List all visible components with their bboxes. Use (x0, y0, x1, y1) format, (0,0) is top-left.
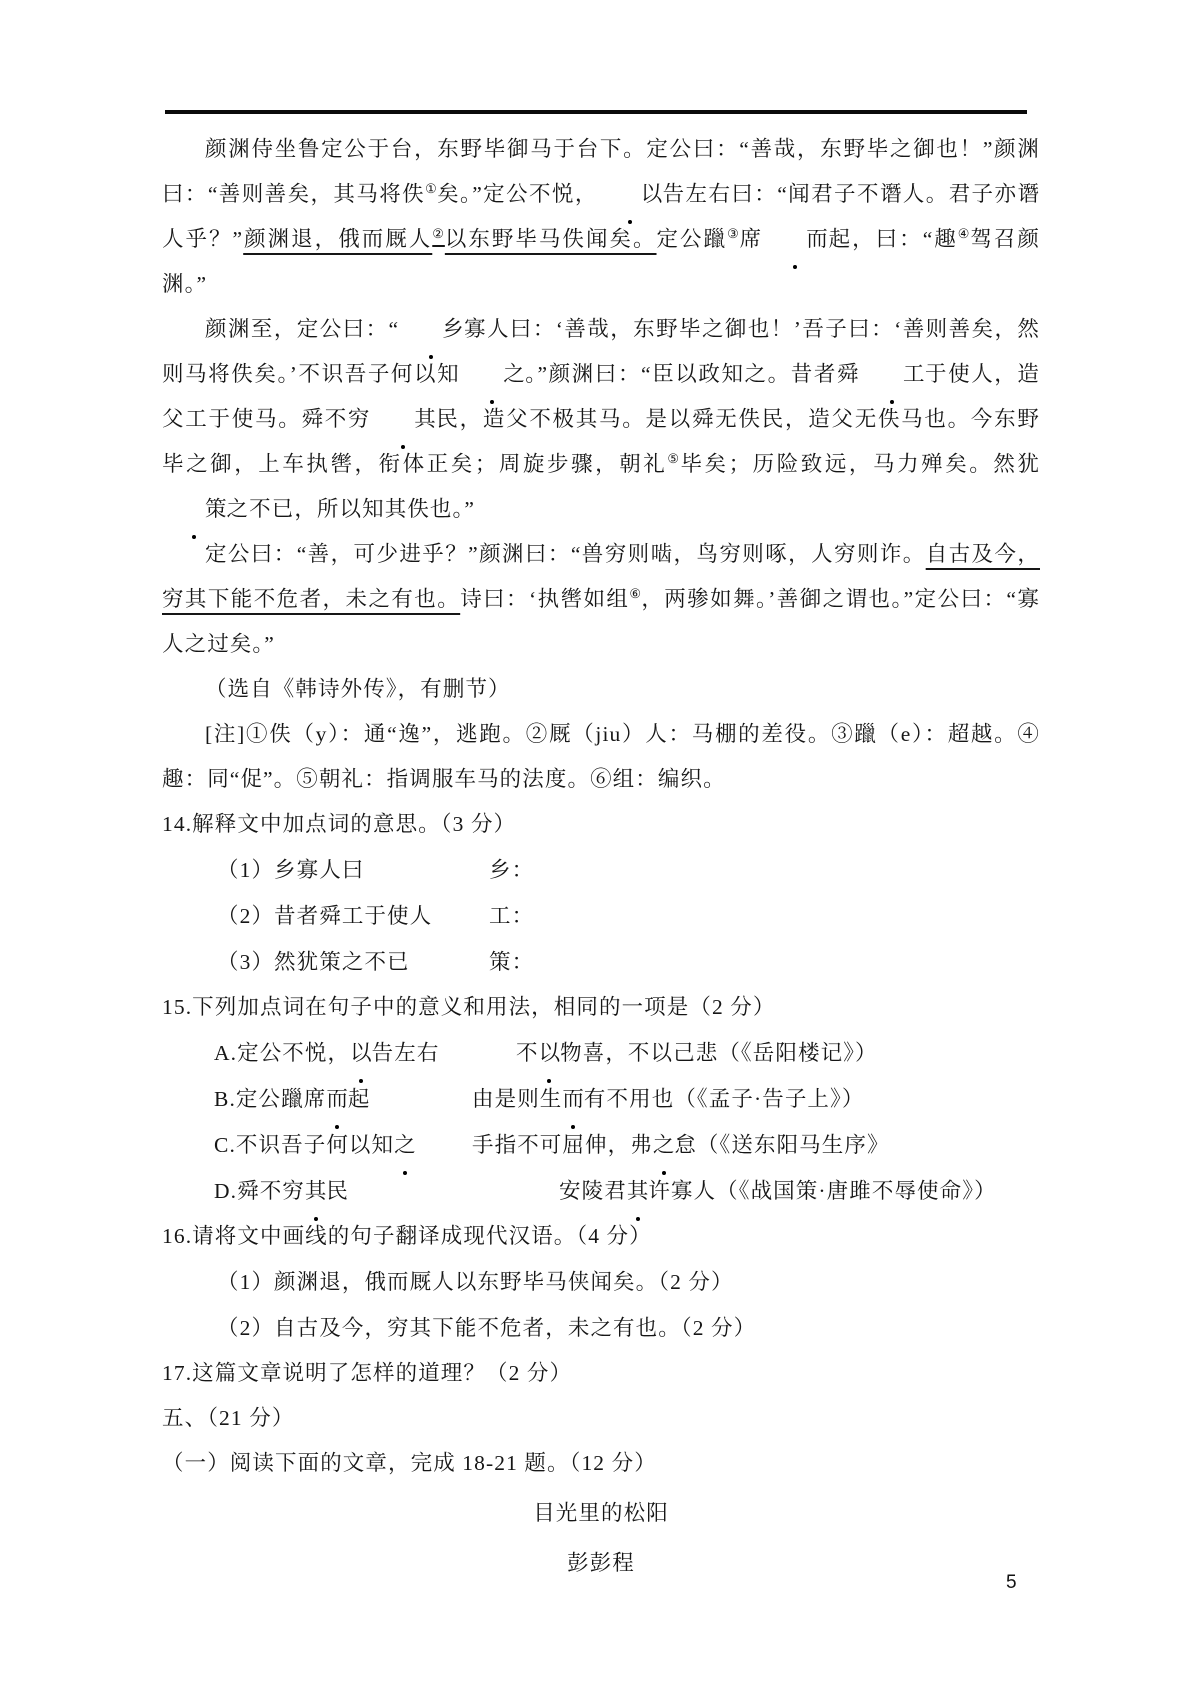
passage-source: （选自《韩诗外传》，有删节） (205, 677, 511, 701)
article-author: 彭彭程 (567, 1551, 635, 1575)
question-14-item-2-phrase: （2）昔者舜工于使人 (217, 904, 433, 928)
question-15-option-c (162, 1122, 1040, 1168)
question-15-option-d (162, 1168, 1040, 1214)
option-c-left-phrase: C.不识吾子何以知之 (214, 1122, 472, 1168)
question-16-item-2: （2）自古及今，穷其下能不危者，未之有也。（2 分） (217, 1316, 757, 1340)
question-16-item-1: （1）颜渊退，俄而厩人以东野毕马侠闻矣。（2 分） (217, 1270, 734, 1294)
header-divider (165, 110, 1027, 114)
question-14-item-3-phrase: （3）然犹策之不已 (217, 950, 410, 974)
passage-paragraph-1: 颜渊侍坐鲁定公于台，东野毕御马于台下。定公曰：“善哉，东野毕之御也！”颜渊曰：“善则善矣，其马将佚①矣。”定公不悦， 以告左右曰：“闻君子不谮人。君子亦谮人乎？”颜渊退，俄而厩人②以东野毕马佚闻矣。定公躐③席 而起，曰：“趣④驾召颜渊。” (162, 137, 1040, 296)
option-b-left-phrase: B.定公躐席而起 (214, 1076, 472, 1122)
question-17-title: 17.这篇文章说明了怎样的道理？（2 分） (162, 1361, 573, 1385)
question-14-item-3 (162, 939, 1040, 985)
question-16-title: 16.请将文中画线的句子翻译成现代汉语。（4 分） (162, 1224, 652, 1248)
passage-notes: [注]①佚（y）：通“逸”，逃跑。②厩（jiu）人：马棚的差役。③躐（e）：超越。④趣：同“促”。⑤朝礼：指调服车马的法度。⑥组：编织。 (162, 722, 1040, 791)
question-14-item-2 (162, 893, 1040, 939)
question-15-option-b (162, 1076, 1040, 1122)
question-14-item-2-answer-label: 工： (489, 904, 535, 928)
option-d-right-phrase: 安陵君其许寡人（《战国策·唐雎不辱使命》） (559, 1179, 997, 1203)
document-body (162, 127, 1040, 1586)
option-a-right-phrase: 不以物喜，不以己悲（《岳阳楼记》） (516, 1041, 878, 1065)
question-14-item-1-answer-label: 乡： (489, 858, 535, 882)
option-b-right-phrase: 由是则生而有不用也（《孟子·告子上》） (472, 1087, 864, 1111)
article-title: 目光里的松阳 (533, 1501, 669, 1525)
passage-paragraph-3: 定公曰：“善，可少进乎？”颜渊曰：“兽穷则啮，鸟穷则啄，人穷则诈。自古及今，穷其下能不危者，未之有也。诗曰：‘执辔如组⑥，两骖如舞。’善御之谓也。”定公曰：“寡人之过矣。” (162, 542, 1040, 656)
question-14-title: 14.解释文中加点词的意思。（3 分） (162, 812, 517, 836)
section-five-part-one: （一）阅读下面的文章，完成 18-21 题。（12 分） (162, 1451, 657, 1475)
question-15-title: 15.下列加点词在句子中的意义和用法，相同的一项是（2 分） (162, 995, 776, 1019)
question-14-item-3-answer-label: 策： (489, 950, 535, 974)
option-d-left-phrase: D.舜不穷其民 (214, 1168, 559, 1214)
passage-paragraph-2: 颜渊至，定公曰：“ 乡寡人曰：‘善哉，东野毕之御也！’吾子曰：‘善则善矣，然则马将佚矣。’不识吾子何以知 之。”颜渊曰：“臣以政知之。昔者舜 工于使人，造父工于使马。舜不穷 其民，造父不极其马。是以舜无佚民，造父无佚马也。今东野毕之御，上车执辔，衔体正矣；周旋步骤，朝礼⑤毕矣；历险致远，马力殚矣。然犹策之不已，所以知其佚也。” (162, 307, 1040, 532)
option-a-left-phrase: A.定公不悦，以告左右 (214, 1030, 516, 1076)
page-number: 5 (1006, 1572, 1017, 1593)
option-c-right-phrase: 手指不可屈伸，弗之怠（《送东阳马生序》 (472, 1133, 890, 1157)
question-14-item-1 (162, 847, 1040, 893)
question-15-option-a (162, 1030, 1040, 1076)
question-14-item-1-phrase: （1）乡寡人曰 (217, 858, 365, 882)
section-five-heading: 五、（21 分） (162, 1406, 295, 1430)
